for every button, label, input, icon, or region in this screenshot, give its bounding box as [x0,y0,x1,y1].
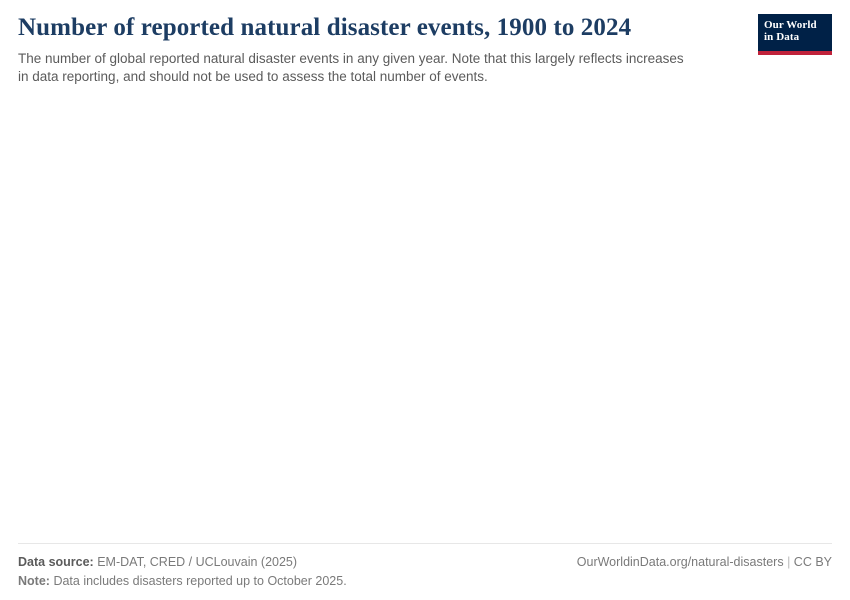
license-link[interactable]: CC BY [793,554,832,569]
chart-plot-area[interactable] [18,93,832,543]
chart-header [18,0,832,87]
footer-links [577,553,832,572]
chart-footer [18,543,832,600]
data-source-label: Data source: [18,554,94,569]
footer-separator: | [787,554,791,569]
chart-subtitle: The number of global reported natural disaster events in any given year. Note that this largely reflects increases in data reporting, and should not be used to assess the total number of events. [18,50,684,85]
page-title: Number of reported natural disaster events, 1900 to 2024 [18,14,632,41]
owid-url-link[interactable]: OurWorldinData.org/natural-disasters [576,554,784,569]
note-label: Note: [18,574,50,588]
footer-primary-row [18,553,832,572]
note-value: Data includes disasters reported up to October 2025. [53,574,347,588]
plot-background [18,93,832,543]
data-source [18,553,297,572]
chart-canvas [18,93,832,543]
owid-logo[interactable] [758,14,832,55]
owid-logo-line-2: in Data [764,31,800,44]
owid-logo-line-1: Our World [764,19,817,31]
footer-note-row [18,574,832,588]
data-source-value: EM-DAT, CRED / UCLouvain (2025) [97,554,298,569]
